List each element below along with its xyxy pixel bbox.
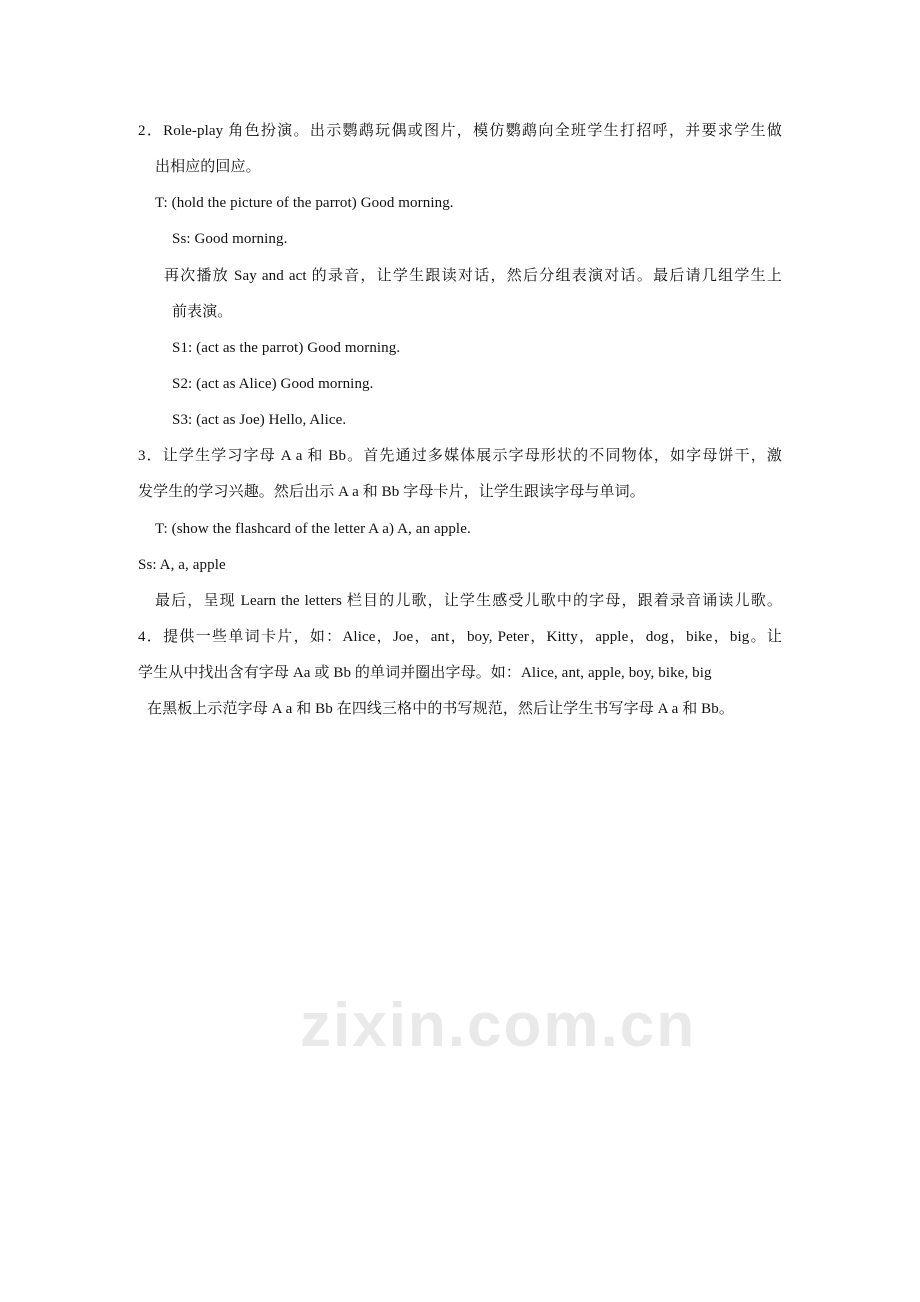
paragraph-2-line-2: 出相应的回应。 (155, 159, 261, 175)
dialogue-students-line: Ss: Good morning. (172, 231, 288, 247)
paragraph-3-line-2: 发学生的学习兴趣。然后出示 A a 和 Bb 字母卡片，让学生跟读字母与单词。 (138, 484, 645, 500)
paragraph-4-line-2: 学生从中找出含有字母 Aa 或 Bb 的单词并圈出字母。如：Alice, ant, apple, boy, bike, big (138, 665, 712, 681)
dialogue-teacher-line: T: (hold the picture of the parrot) Good morning. (155, 195, 454, 211)
watermark-text: zixin.com.cn (300, 991, 697, 1060)
dialogue-students-apple-line: Ss: A, a, apple (138, 557, 226, 573)
paragraph-2-line-1: 2．Role-play 角色扮演。出示鹦鹉玩偶或图片，模仿鹦鹉向全班学生打招呼，并要求学生做 (138, 123, 782, 139)
paragraph-3-line-1: 3．让学生学习字母 A a 和 Bb。首先通过多媒体展示字母形状的不同物体，如字母饼干，激 (138, 448, 782, 464)
dialogue-s3-line: S3: (act as Joe) Hello, Alice. (172, 412, 347, 428)
dialogue-s2-line: S2: (act as Alice) Good morning. (172, 376, 374, 392)
paragraph-4-line-1: 4．提供一些单词卡片，如：Alice，Joe，ant，boy, Peter，Kitty，apple，dog，bike，big。让 (138, 629, 782, 645)
chant-instruction-line: 最后，呈现 Learn the letters 栏目的儿歌，让学生感受儿歌中的字母，跟着录音诵读儿歌。 (155, 593, 782, 609)
dialogue-s1-line: S1: (act as the parrot) Good morning. (172, 340, 401, 356)
replay-instruction-line-2: 前表演。 (172, 304, 233, 320)
writing-instruction-line: 在黑板上示范字母 A a 和 Bb 在四线三格中的书写规范，然后让学生书写字母 A a 和 Bb。 (147, 701, 734, 717)
replay-instruction-line-1: 再次播放 Say and act 的录音，让学生跟读对话，然后分组表演对话。最后请几组学生上 (164, 268, 782, 284)
dialogue-teacher-flashcard-line: T: (show the flashcard of the letter A a) A, an apple. (155, 521, 471, 537)
